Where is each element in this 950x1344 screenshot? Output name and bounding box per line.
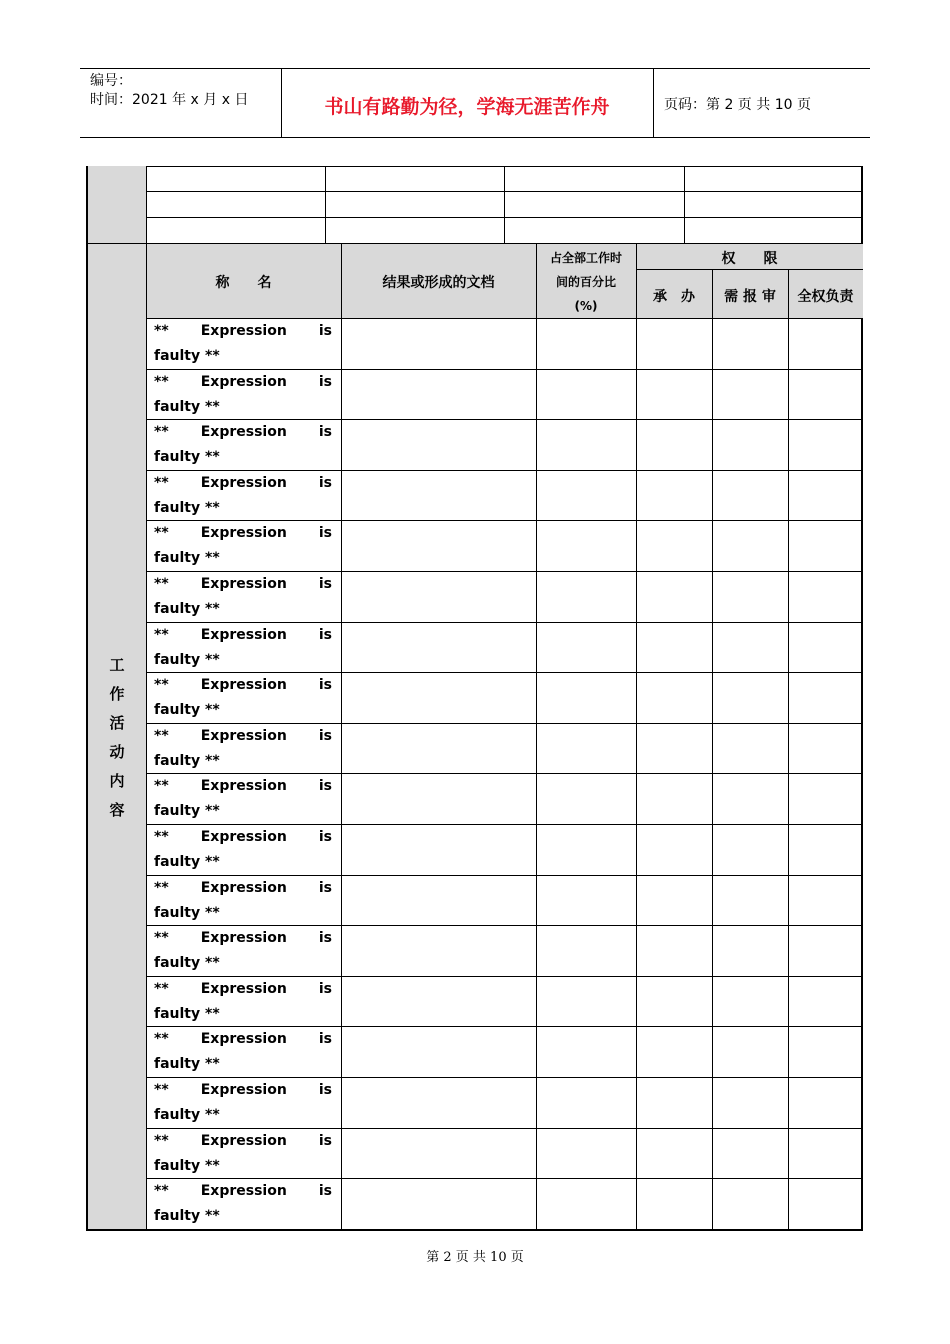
row-word: Expression xyxy=(200,1183,287,1199)
row-word: Expression xyxy=(200,880,287,896)
table-row-name xyxy=(154,977,332,1027)
row-word: is xyxy=(318,374,332,390)
col-header-percent-line1: 占全部工作时 xyxy=(549,251,622,265)
row-word: is xyxy=(318,475,332,491)
row-text-line2: faulty ** xyxy=(154,1056,220,1072)
section-label-char: 作 xyxy=(109,685,125,703)
row-word: Expression xyxy=(200,525,287,541)
row-text-line2: faulty ** xyxy=(154,1006,220,1022)
col-header-percent-line2: 间的百分比 xyxy=(555,275,616,289)
row-word: ** xyxy=(154,475,169,491)
col-header-handle: 承 办 xyxy=(653,289,695,305)
row-word: is xyxy=(318,1082,332,1098)
row-text-line2: faulty ** xyxy=(154,348,220,364)
row-word: is xyxy=(318,930,332,946)
row-word: ** xyxy=(154,829,169,845)
row-text-line2: faulty ** xyxy=(154,449,220,465)
form-table xyxy=(86,166,863,1231)
row-text-line2: faulty ** xyxy=(154,652,220,668)
row-word: is xyxy=(318,778,332,794)
row-text-line2: faulty ** xyxy=(154,399,220,415)
col-header-percent-line3: (%) xyxy=(574,299,598,313)
table-row-name xyxy=(154,825,332,875)
row-word: ** xyxy=(154,981,169,997)
row-word: is xyxy=(318,627,332,643)
row-word: Expression xyxy=(200,728,287,744)
page-info: 页码：第 2 页 共 10 页 xyxy=(664,97,811,113)
table-row-name xyxy=(154,876,332,926)
row-word: Expression xyxy=(200,424,287,440)
section-label-char: 动 xyxy=(109,743,125,761)
row-word: Expression xyxy=(200,930,287,946)
row-text-line2: faulty ** xyxy=(154,1208,220,1224)
row-text-line2: faulty ** xyxy=(154,854,220,870)
table-row-name xyxy=(154,521,332,571)
row-word: Expression xyxy=(200,475,287,491)
row-word: Expression xyxy=(200,778,287,794)
section-label-char: 工 xyxy=(109,656,125,674)
row-word: is xyxy=(318,525,332,541)
header-page-cell xyxy=(654,69,870,137)
table-row-name xyxy=(154,724,332,774)
section-label-char: 活 xyxy=(109,714,125,732)
table-row-name xyxy=(154,926,332,976)
row-word: Expression xyxy=(200,1082,287,1098)
row-text-line2: faulty ** xyxy=(154,955,220,971)
col-header-name: 称 名 xyxy=(215,275,272,291)
row-word: is xyxy=(318,576,332,592)
section-label-char: 内 xyxy=(109,772,125,790)
row-word: ** xyxy=(154,1082,169,1098)
row-word: is xyxy=(318,1031,332,1047)
date-label: 时间：2021 年 x 月 x 日 xyxy=(90,92,249,108)
col-header-report: 需 报 审 xyxy=(724,289,776,305)
row-text-line2: faulty ** xyxy=(154,803,220,819)
table-row-name xyxy=(154,673,332,723)
row-word: ** xyxy=(154,627,169,643)
table-row-name xyxy=(154,471,332,521)
table-row-name xyxy=(154,319,332,369)
row-word: is xyxy=(318,728,332,744)
row-word: is xyxy=(318,829,332,845)
row-word: Expression xyxy=(200,1133,287,1149)
row-word: is xyxy=(318,1133,332,1149)
section-label-work-activities xyxy=(88,651,146,825)
row-word: ** xyxy=(154,880,169,896)
row-word: ** xyxy=(154,1031,169,1047)
table-row-name xyxy=(154,1027,332,1077)
row-word: is xyxy=(318,1183,332,1199)
row-word: ** xyxy=(154,778,169,794)
row-text-line2: faulty ** xyxy=(154,905,220,921)
table-row-name xyxy=(154,774,332,824)
row-text-line2: faulty ** xyxy=(154,601,220,617)
row-word: is xyxy=(318,981,332,997)
row-text-line2: faulty ** xyxy=(154,702,220,718)
row-text-line2: faulty ** xyxy=(154,500,220,516)
col-header-authority: 权 限 xyxy=(721,251,778,267)
row-word: Expression xyxy=(200,829,287,845)
row-text-line2: faulty ** xyxy=(154,550,220,566)
row-word: Expression xyxy=(200,627,287,643)
col-header-full-responsibility: 全权负责 xyxy=(797,289,854,305)
row-word: ** xyxy=(154,728,169,744)
row-word: Expression xyxy=(200,576,287,592)
motto: 书山有路勤为径，学海无涯苦作舟 xyxy=(324,96,610,118)
row-word: is xyxy=(318,677,332,693)
row-word: ** xyxy=(154,1133,169,1149)
row-word: Expression xyxy=(200,981,287,997)
row-word: is xyxy=(318,424,332,440)
page-footer: 第 2 页 共 10 页 xyxy=(426,1250,524,1265)
row-word: ** xyxy=(154,677,169,693)
row-word: ** xyxy=(154,525,169,541)
row-word: ** xyxy=(154,424,169,440)
table-row-name xyxy=(154,370,332,420)
row-text-line2: faulty ** xyxy=(154,753,220,769)
row-word: ** xyxy=(154,374,169,390)
row-text-line2: faulty ** xyxy=(154,1158,220,1174)
row-word: Expression xyxy=(200,677,287,693)
row-divider xyxy=(146,1229,863,1230)
row-word: ** xyxy=(154,323,169,339)
header-motto-cell xyxy=(281,69,654,137)
table-row-name xyxy=(154,420,332,470)
row-text-line2: faulty ** xyxy=(154,1107,220,1123)
number-label: 编号： xyxy=(90,73,132,89)
row-word: Expression xyxy=(200,374,287,390)
row-word: Expression xyxy=(200,323,287,339)
table-row-name xyxy=(154,623,332,673)
row-word: is xyxy=(318,323,332,339)
page-header xyxy=(80,68,870,138)
table-row-name xyxy=(154,572,332,622)
row-word: ** xyxy=(154,1183,169,1199)
row-word: ** xyxy=(154,576,169,592)
table-row-name xyxy=(154,1179,332,1229)
row-word: Expression xyxy=(200,1031,287,1047)
row-word: is xyxy=(318,880,332,896)
table-row-name xyxy=(154,1078,332,1128)
header-meta-cell xyxy=(80,69,282,137)
row-word: ** xyxy=(154,930,169,946)
section-label-char: 容 xyxy=(109,801,125,819)
col-header-result: 结果或形成的文档 xyxy=(382,275,495,291)
table-row-name xyxy=(154,1129,332,1179)
